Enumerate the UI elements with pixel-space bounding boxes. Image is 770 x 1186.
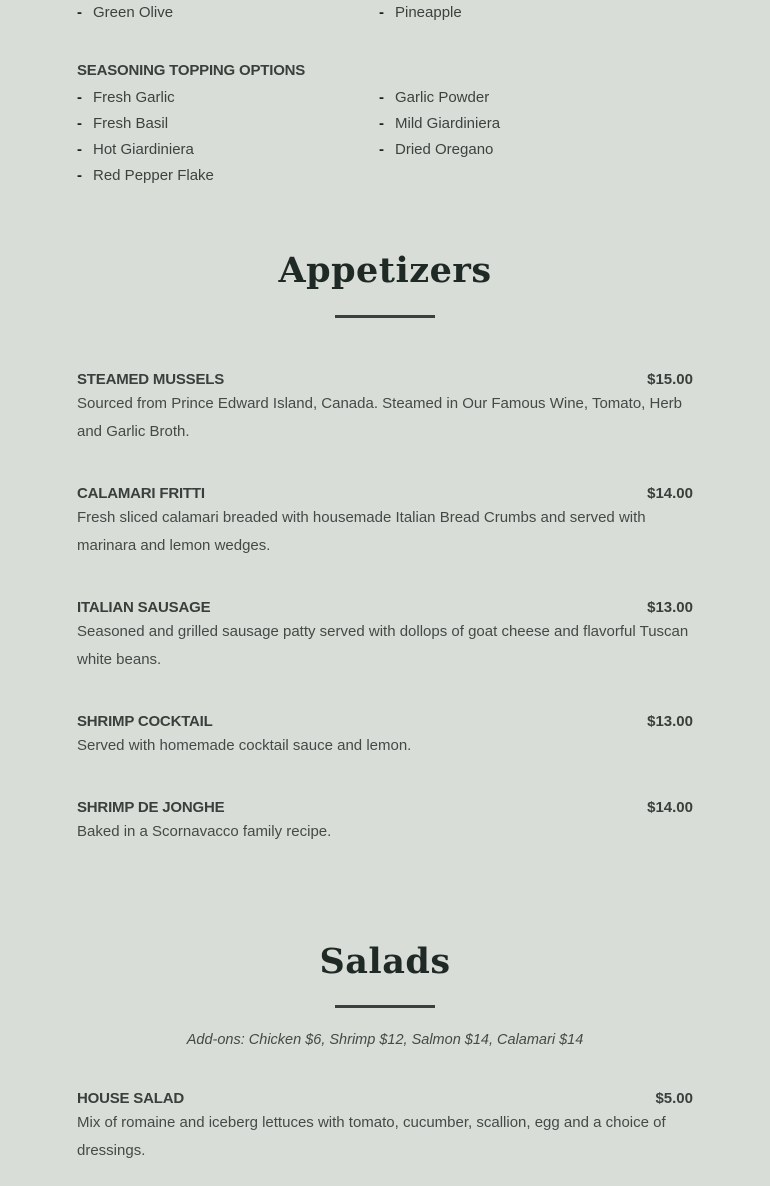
bullet-dash: - [77,141,82,158]
topping-row [77,111,693,137]
item-description: Fresh sliced calamari breaded with housemade Italian Bread Crumbs and served with marinara and lemon wedges. [77,509,646,554]
item-price: $5.00 [655,1090,693,1107]
item-name: ITALIAN SAUSAGE [77,599,211,616]
topping-name: Green Olive [93,4,174,21]
bullet-dash: - [77,4,82,21]
topping-name: Hot Giardiniera [93,141,194,158]
topping-item [379,0,462,26]
bullet-dash: - [379,89,384,106]
topping-item [379,85,489,111]
topping-item [77,137,194,163]
topping-name: Mild Giardiniera [395,115,501,132]
salads-heading: Salads [319,941,451,982]
item-description: Sourced from Prince Edward Island, Canada. Steamed in Our Famous Wine, Tomato, Herb and Garlic Broth. [77,395,683,440]
seasoning-options-label: SEASONING TOPPING OPTIONS [77,62,306,79]
bullet-dash: - [77,115,82,132]
bullet-dash: - [77,167,82,184]
bullet-dash: - [379,115,384,132]
appetizers-heading: Appetizers [278,250,492,291]
topping-name: Garlic Powder [395,89,490,106]
item-price: $13.00 [647,713,693,730]
heading-divider [335,1005,435,1008]
item-price: $15.00 [647,371,693,388]
topping-name: Red Pepper Flake [93,167,214,184]
topping-name: Pineapple [395,4,462,21]
item-price: $13.00 [647,599,693,616]
item-name: CALAMARI FRITTI [77,485,205,502]
item-name: HOUSE SALAD [77,1090,184,1107]
bullet-dash: - [77,89,82,106]
topping-row [77,0,693,26]
item-description: Mix of romaine and iceberg lettuces with tomato, cucumber, scallion, egg and a choice of dressings. [77,1114,666,1159]
item-description: Seasoned and grilled sausage patty served with dollops of goat cheese and flavorful Tuscan white beans. [77,623,689,668]
bullet-dash: - [379,141,384,158]
bullet-dash: - [379,4,384,21]
heading-divider [335,315,435,318]
item-description: Served with homemade cocktail sauce and lemon. [77,737,412,754]
topping-name: Fresh Basil [93,115,169,132]
item-price: $14.00 [647,799,693,816]
topping-row [77,137,693,163]
item-name: SHRIMP DE JONGHE [77,799,225,816]
topping-item [379,111,500,137]
topping-row [77,85,693,111]
topping-item [77,111,168,137]
item-name: SHRIMP COCKTAIL [77,713,213,730]
topping-item [77,85,175,111]
topping-name: Dried Oregano [395,141,494,158]
item-price: $14.00 [647,485,693,502]
topping-row [77,163,693,189]
item-name: STEAMED MUSSELS [77,371,225,388]
item-description: Baked in a Scornavacco family recipe. [77,823,332,840]
topping-name: Fresh Garlic [93,89,175,106]
topping-item [379,137,493,163]
salad-addons-note: Add-ons: Chicken $6, Shrimp $12, Salmon $14, Calamari $14 [186,1032,584,1048]
topping-item [77,0,173,26]
topping-item [77,163,214,189]
